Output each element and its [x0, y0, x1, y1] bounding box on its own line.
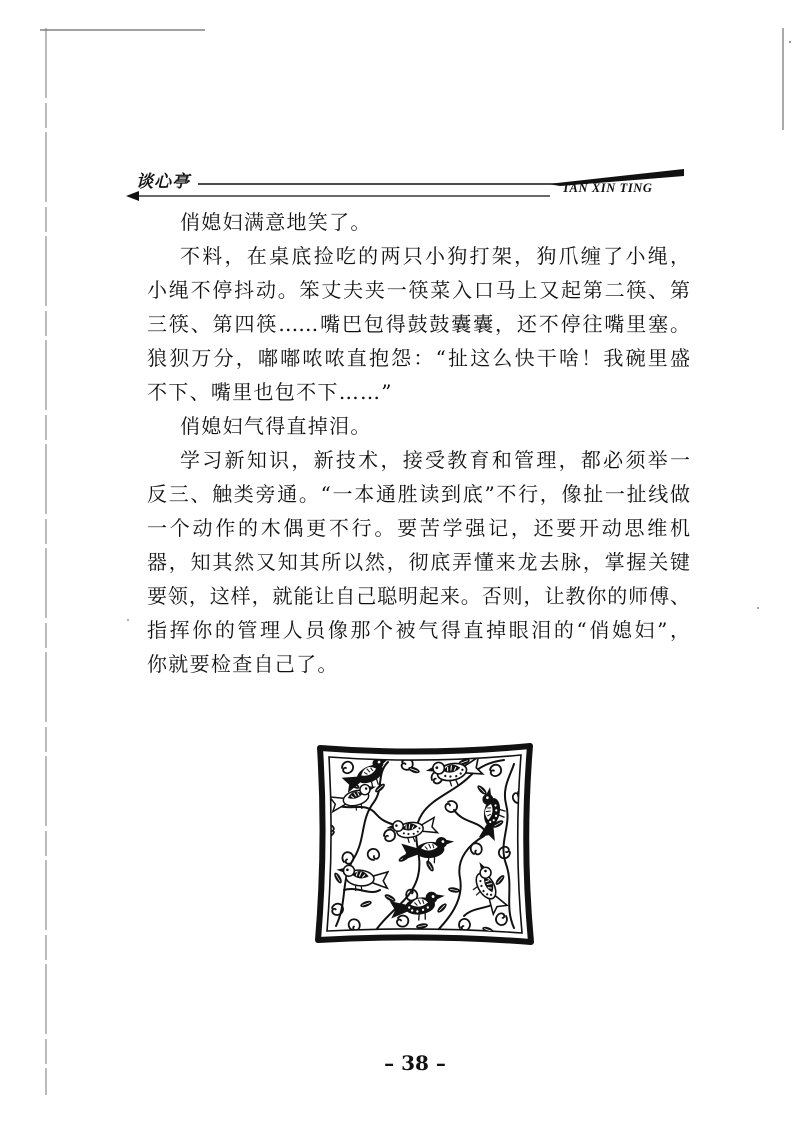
- text-line: 狼狈万分，嘟嘟哝哝直抱怨：“扯这么快干啥！我碗里盛: [147, 346, 690, 370]
- text-line: 要领，这样，就能让自己聪明起来。否则，让教你的师傅、: [147, 584, 690, 608]
- paragraph: [147, 239, 690, 409]
- text-line: 反三、触类旁通。“一本通胜读到底”不行，像扯一扯线做: [147, 482, 690, 506]
- paragraph: [147, 409, 690, 443]
- text-line: 一个动作的木偶更不行。要苦学强记，还要开动思维机: [147, 516, 690, 540]
- text-line: 你就要检查自己了。: [147, 652, 339, 676]
- paragraph: [147, 443, 690, 681]
- body-text: [147, 205, 690, 681]
- text-line: 指挥你的管理人员像那个被气得直掉眼泪的“俏媳妇”，: [147, 618, 690, 642]
- scan-speck: [757, 607, 759, 609]
- text-line: 不料，在桌底捡吃的两只小狗打架，狗爪缠了小绳，: [180, 244, 690, 268]
- scan-speck: [789, 41, 791, 43]
- left-arrow-icon: [126, 191, 139, 201]
- text-line: 俏媳妇满意地笑了。: [180, 210, 372, 234]
- section-title-pinyin: TAN XIN TING: [562, 181, 653, 195]
- text-line: 小绳不停抖动。笨丈夫夹一筷菜入口马上又起第二筷、第: [147, 278, 690, 302]
- page-number: – 38 –: [384, 1051, 446, 1075]
- text-line: 器，知其然又知其所以然，彻底弄懂来龙去脉，掌握关键: [147, 550, 690, 574]
- bird-vine-illustration: [314, 740, 538, 950]
- paragraph: [147, 205, 690, 239]
- scan-speck: [127, 619, 129, 621]
- text-line: 俏媳妇气得直掉泪。: [180, 414, 372, 438]
- section-title: 谈心亭: [136, 172, 190, 192]
- text-line: 学习新知识，新技术，接受教育和管理，都必须举一: [180, 448, 690, 472]
- text-line: 不下、嘴里也包不下……”: [147, 380, 393, 404]
- text-line: 三筷、第四筷……嘴巴包得鼓鼓囊囊，还不停往嘴里塞。: [147, 312, 690, 336]
